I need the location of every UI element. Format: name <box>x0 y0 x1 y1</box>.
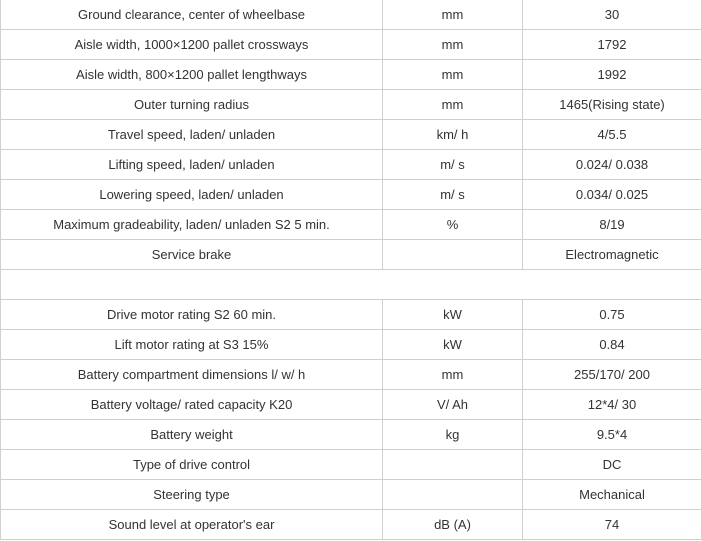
value-cell: 0.75 <box>523 300 702 330</box>
table-row <box>1 510 702 540</box>
unit-cell: % <box>383 210 523 240</box>
unit-cell: kW <box>383 300 523 330</box>
table-row <box>1 30 702 60</box>
parameter-cell: Aisle width, 800×1200 pallet lengthways <box>1 60 383 90</box>
unit-cell: m/ s <box>383 150 523 180</box>
parameter-cell: Ground clearance, center of wheelbase <box>1 0 383 30</box>
table-row <box>1 120 702 150</box>
unit-cell: kg <box>383 420 523 450</box>
value-cell: 0.034/ 0.025 <box>523 180 702 210</box>
table-row <box>1 330 702 360</box>
value-cell: 4/5.5 <box>523 120 702 150</box>
table-row <box>1 150 702 180</box>
table-row <box>1 300 702 330</box>
parameter-cell: Drive motor rating S2 60 min. <box>1 300 383 330</box>
value-cell: 74 <box>523 510 702 540</box>
table-row <box>1 450 702 480</box>
unit-cell: mm <box>383 90 523 120</box>
table-row <box>1 240 702 270</box>
unit-cell <box>383 450 523 480</box>
section-separator-row <box>1 270 702 300</box>
value-cell: 255/170/ 200 <box>523 360 702 390</box>
value-cell: 1792 <box>523 30 702 60</box>
value-cell: 8/19 <box>523 210 702 240</box>
parameter-cell: Battery compartment dimensions l/ w/ h <box>1 360 383 390</box>
value-cell: 12*4/ 30 <box>523 390 702 420</box>
parameter-cell: Service brake <box>1 240 383 270</box>
table-row <box>1 360 702 390</box>
parameter-cell: Battery weight <box>1 420 383 450</box>
value-cell: 0.024/ 0.038 <box>523 150 702 180</box>
unit-cell: mm <box>383 60 523 90</box>
unit-cell: V/ Ah <box>383 390 523 420</box>
unit-cell: mm <box>383 30 523 60</box>
unit-cell <box>383 240 523 270</box>
value-cell: 9.5*4 <box>523 420 702 450</box>
unit-cell: m/ s <box>383 180 523 210</box>
value-cell: Electromagnetic <box>523 240 702 270</box>
unit-cell: mm <box>383 360 523 390</box>
table-row <box>1 480 702 510</box>
unit-cell <box>383 480 523 510</box>
parameter-cell: Maximum gradeability, laden/ unladen S2 5 min. <box>1 210 383 240</box>
parameter-cell: Type of drive control <box>1 450 383 480</box>
parameter-cell: Battery voltage/ rated capacity K20 <box>1 390 383 420</box>
table-row <box>1 210 702 240</box>
value-cell: DC <box>523 450 702 480</box>
parameter-cell: Lifting speed, laden/ unladen <box>1 150 383 180</box>
table-row <box>1 420 702 450</box>
parameter-cell: Outer turning radius <box>1 90 383 120</box>
value-cell: 1992 <box>523 60 702 90</box>
unit-cell: km/ h <box>383 120 523 150</box>
value-cell: 1465(Rising state) <box>523 90 702 120</box>
parameter-cell: Steering type <box>1 480 383 510</box>
value-cell: 0.84 <box>523 330 702 360</box>
parameter-cell: Lowering speed, laden/ unladen <box>1 180 383 210</box>
table-row <box>1 390 702 420</box>
table-row <box>1 180 702 210</box>
parameter-cell: Travel speed, laden/ unladen <box>1 120 383 150</box>
table-row <box>1 0 702 30</box>
parameter-cell: Aisle width, 1000×1200 pallet crossways <box>1 30 383 60</box>
unit-cell: dB (A) <box>383 510 523 540</box>
unit-cell: mm <box>383 0 523 30</box>
separator-cell <box>1 270 702 300</box>
table-row <box>1 90 702 120</box>
parameter-cell: Sound level at operator's ear <box>1 510 383 540</box>
parameter-cell: Lift motor rating at S3 15% <box>1 330 383 360</box>
value-cell: Mechanical <box>523 480 702 510</box>
table-row <box>1 60 702 90</box>
value-cell: 30 <box>523 0 702 30</box>
unit-cell: kW <box>383 330 523 360</box>
